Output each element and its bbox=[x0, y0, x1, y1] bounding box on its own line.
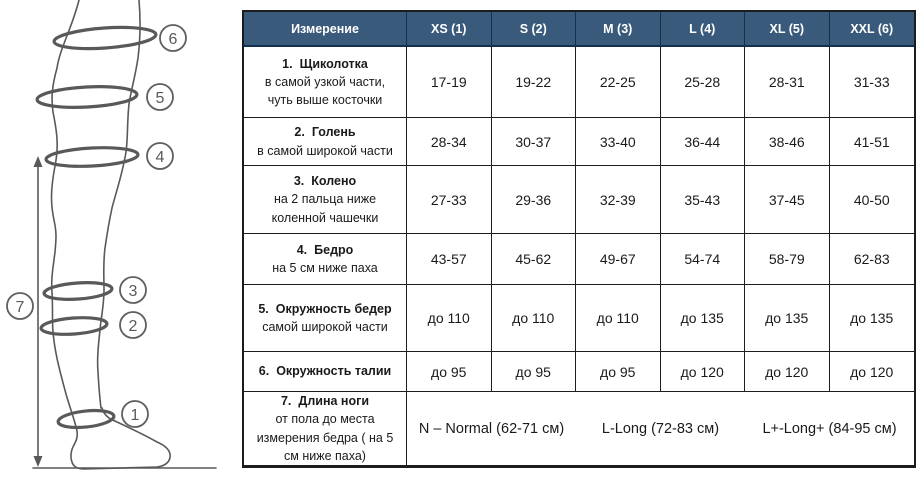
value-cell: 28-34 bbox=[407, 118, 492, 166]
marker-number-7: 7 bbox=[15, 299, 25, 316]
value-cell: до 120 bbox=[661, 352, 746, 392]
value-cell: 33-40 bbox=[576, 118, 661, 166]
row-label-hips bbox=[244, 285, 407, 352]
measurement-ring-3 bbox=[44, 281, 113, 302]
row-label-ankle bbox=[244, 47, 407, 118]
value-cell: 40-50 bbox=[830, 166, 915, 234]
value-cell: 19-22 bbox=[492, 47, 577, 118]
value-cell: 32-39 bbox=[576, 166, 661, 234]
marker-number-5: 5 bbox=[155, 90, 165, 107]
row-desc: самой широкой части bbox=[262, 320, 388, 334]
value-cell: 28-31 bbox=[745, 47, 830, 118]
value-cell: до 95 bbox=[492, 352, 577, 392]
value-cell: до 135 bbox=[661, 285, 746, 352]
header-size-xs: XS (1) bbox=[407, 12, 492, 47]
row-title: 4. Бедро bbox=[296, 242, 354, 257]
row-desc: на 2 пальца ниже коленной чашечки bbox=[271, 192, 379, 225]
value-cell: 38-46 bbox=[745, 118, 830, 166]
header-size-m: M (3) bbox=[576, 12, 661, 47]
marker-number-1: 1 bbox=[130, 407, 140, 424]
marker-number-4: 4 bbox=[155, 149, 165, 166]
row-label-leg-length bbox=[244, 392, 407, 465]
row-label-waist bbox=[244, 352, 407, 392]
row-desc: в самой широкой части bbox=[257, 143, 393, 158]
value-cell: 29-36 bbox=[492, 166, 577, 234]
leg-diagram bbox=[0, 0, 240, 481]
value-cell: 31-33 bbox=[830, 47, 915, 118]
header-measurement: Измерение bbox=[244, 12, 407, 47]
value-cell: до 120 bbox=[830, 352, 915, 392]
arrow-head-up bbox=[34, 156, 43, 167]
row-desc: от пола до места измерения бедра ( на 5 см ниже паха) bbox=[256, 412, 394, 463]
marker-number-2: 2 bbox=[128, 318, 138, 335]
value-cell: 45-62 bbox=[492, 234, 577, 285]
value-cell: 62-83 bbox=[830, 234, 915, 285]
length-option-normal: N – Normal (62-71 см) bbox=[418, 420, 565, 437]
value-cell: 27-33 bbox=[407, 166, 492, 234]
value-cell: до 110 bbox=[407, 285, 492, 352]
leg-length-options-cell bbox=[407, 392, 914, 465]
value-cell: до 110 bbox=[576, 285, 661, 352]
value-cell: до 120 bbox=[745, 352, 830, 392]
row-label-thigh bbox=[244, 234, 407, 285]
row-title: 1. Щиколотка bbox=[282, 56, 368, 71]
row-desc: на 5 см ниже паха bbox=[272, 261, 378, 275]
row-title: 2. Голень bbox=[294, 125, 356, 140]
value-cell: 54-74 bbox=[661, 234, 746, 285]
value-cell: 17-19 bbox=[407, 47, 492, 118]
value-cell: до 135 bbox=[745, 285, 830, 352]
value-cell: до 135 bbox=[830, 285, 915, 352]
value-cell: до 95 bbox=[407, 352, 492, 392]
value-cell: 22-25 bbox=[576, 47, 661, 118]
length-option-long-plus: L+-Long+ (84-95 см) bbox=[762, 420, 897, 437]
row-title: 6. Окружность талии bbox=[258, 364, 392, 379]
value-cell: 37-45 bbox=[745, 166, 830, 234]
value-cell: до 95 bbox=[576, 352, 661, 392]
header-size-xl: XL (5) bbox=[745, 12, 830, 47]
value-cell: 49-67 bbox=[576, 234, 661, 285]
value-cell: 43-57 bbox=[407, 234, 492, 285]
value-cell: до 110 bbox=[492, 285, 577, 352]
leg-outline-back bbox=[52, 0, 171, 469]
header-size-l: L (4) bbox=[661, 12, 746, 47]
arrow-head-down bbox=[34, 456, 43, 467]
header-size-xxl: XXL (6) bbox=[830, 12, 915, 47]
value-cell: 36-44 bbox=[661, 118, 746, 166]
measurement-ring-2 bbox=[41, 316, 108, 337]
row-title: 5. Окружность бедер bbox=[258, 301, 392, 316]
length-option-long: L-Long (72-83 см) bbox=[601, 420, 720, 437]
row-title: 7. Длина ноги bbox=[280, 394, 370, 409]
marker-number-6: 6 bbox=[168, 31, 178, 48]
value-cell: 41-51 bbox=[830, 118, 915, 166]
size-table bbox=[242, 10, 916, 468]
value-cell: 30-37 bbox=[492, 118, 577, 166]
row-title: 3. Колено bbox=[293, 174, 357, 189]
row-label-knee bbox=[244, 166, 407, 234]
value-cell: 25-28 bbox=[661, 47, 746, 118]
row-label-calf bbox=[244, 118, 407, 166]
leg-outline-front bbox=[98, 0, 140, 408]
value-cell: 58-79 bbox=[745, 234, 830, 285]
row-desc: в самой узкой части, чуть выше косточки bbox=[264, 74, 386, 108]
measurement-ring-1 bbox=[57, 408, 114, 430]
marker-number-3: 3 bbox=[128, 283, 138, 300]
value-cell: 35-43 bbox=[661, 166, 746, 234]
header-size-s: S (2) bbox=[492, 12, 577, 47]
